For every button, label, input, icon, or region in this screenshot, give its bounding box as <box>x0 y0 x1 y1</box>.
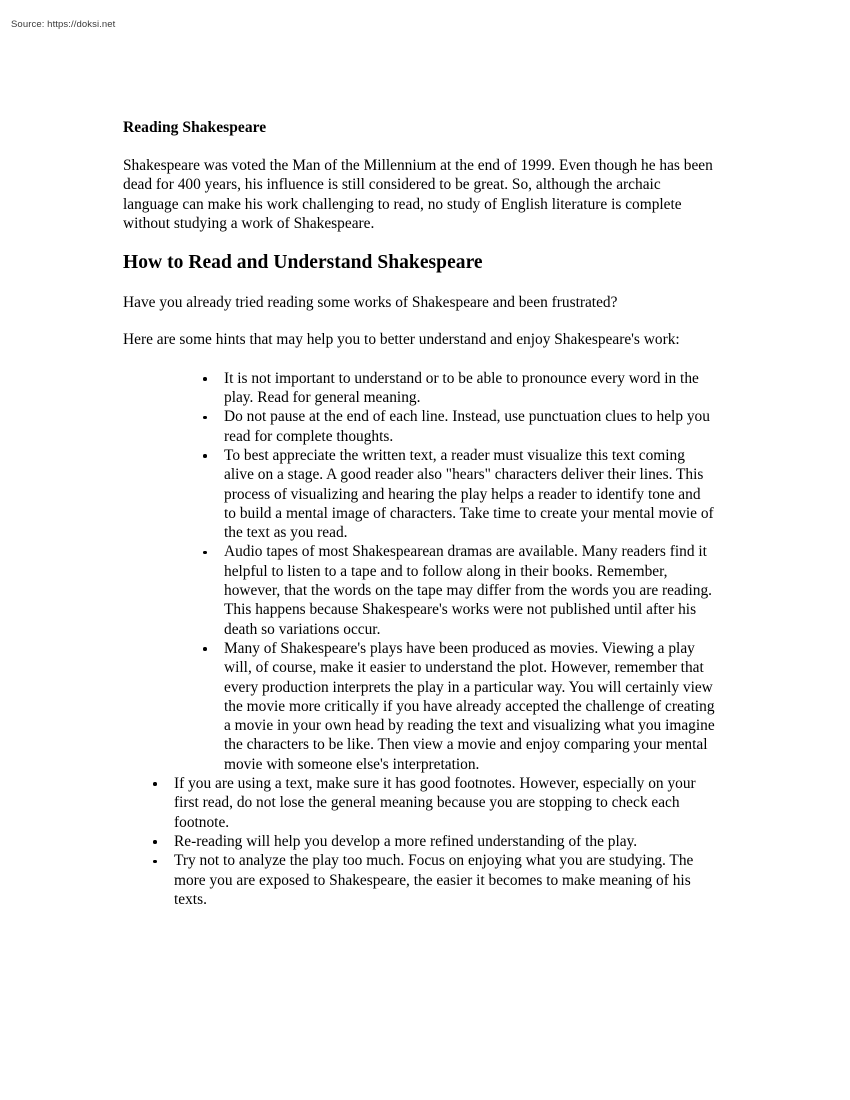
document-content <box>123 118 715 909</box>
list-item: Audio tapes of most Shakespearean dramas are available. Many readers find it helpful to listen to a tape and to follow along in their books. Remember, however, that the words on the tape may differ from the words you are reading. This happens because Shakespeare's works were not published until after his death so variations occur. <box>202 542 715 638</box>
list-item: If you are using a text, make sure it has good footnotes. However, especially on your first read, do not lose the general meaning because you are stopping to check each footnote. <box>152 774 715 832</box>
page-title: Reading Shakespeare <box>123 119 267 136</box>
lead-in-paragraph: Here are some hints that may help you to better understand and enjoy Shakespeare's work: <box>123 331 680 349</box>
hints-list-outdented <box>152 774 715 909</box>
hints-list-indented <box>202 369 715 774</box>
list-item: Try not to analyze the play too much. Focus on enjoying what you are studying. The more you are exposed to Shakespeare, the easier it becomes to make meaning of his texts. <box>152 851 715 909</box>
list-item: It is not important to understand or to be able to pronounce every word in the play. Read for general meaning. <box>202 369 715 408</box>
question-paragraph: Have you already tried reading some works of Shakespeare and been frustrated? <box>123 294 618 312</box>
section-heading: How to Read and Understand Shakespeare <box>123 252 483 274</box>
list-item: Do not pause at the end of each line. Instead, use punctuation clues to help you read for complete thoughts. <box>202 407 715 446</box>
intro-paragraph: Shakespeare was voted the Man of the Millennium at the end of 1999. Even though he has been dead for 400 years, his influence is still considered to be great. So, although the archaic language can make his work challenging to read, no study of English literature is complete without studying a work of Shakespeare. <box>123 157 713 232</box>
list-item: Re-reading will help you develop a more refined understanding of the play. <box>152 832 715 851</box>
list-item: To best appreciate the written text, a reader must visualize this text coming alive on a stage. A good reader also "hears" characters deliver their lines. This process of visualizing and hearing the play helps a reader to identify tone and to build a mental image of characters. Take time to create your mental movie of the text as you read. <box>202 446 715 542</box>
list-item: Many of Shakespeare's plays have been produced as movies. Viewing a play will, of course, make it easier to understand the plot. However, remember that every production interprets the play in a particular way. You will certainly view the movie more critically if you have already accepted the challenge of creating a movie in your own head by reading the text and visualizing what you imagine the characters to be like. Then view a movie and enjoy comparing your mental movie with someone else's interpretation. <box>202 639 715 774</box>
source-attribution: Source: https://doksi.net <box>11 19 116 30</box>
